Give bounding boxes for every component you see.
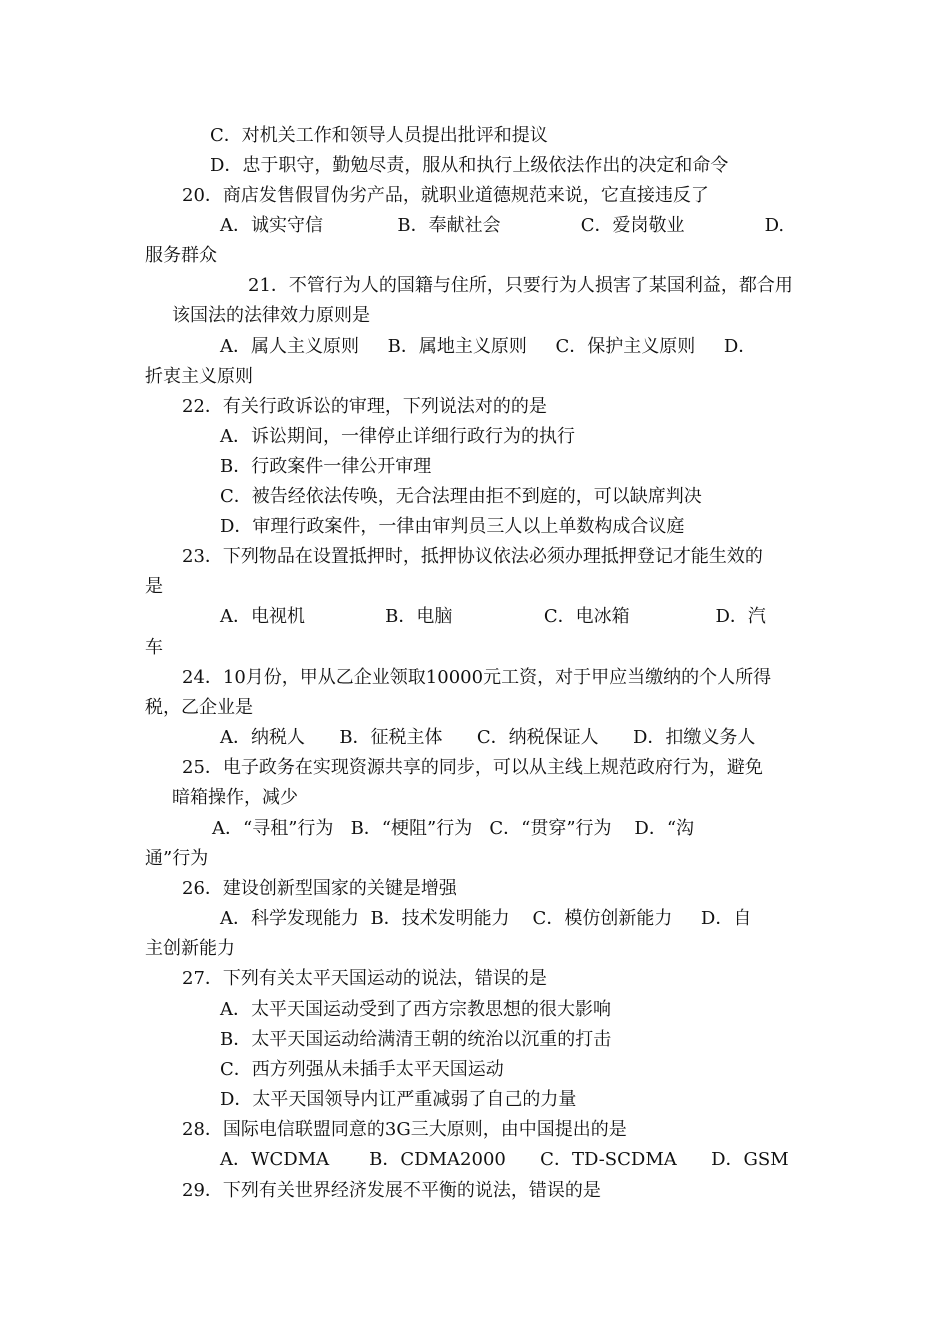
- q21-stem-wrap: 该国法的法律效力原则是: [172, 305, 370, 326]
- q23-options-wrap: 车: [145, 637, 163, 658]
- q20-options: A．诚实守信 B．奉献社会 C．爱岗敬业 D.: [220, 215, 785, 236]
- q23-options: A．电视机 B．电脑 C．电冰箱 D．汽: [220, 606, 766, 627]
- q24-stem: 24．10月份，甲从乙企业领取10000元工资，对于甲应当缴纳的个人所得: [182, 667, 772, 688]
- q20-stem: 20．商店发售假冒伪劣产品，就职业道德规范来说，它直接违反了: [182, 185, 709, 206]
- q27-option-b: B．太平天国运动给满清王朝的统治以沉重的打击: [220, 1029, 612, 1050]
- q22-option-c: C．被告经依法传唤，无合法理由拒不到庭的，可以缺席判决: [220, 486, 702, 507]
- q25-options-wrap: 通”行为: [145, 848, 209, 869]
- q29-stem: 29．下列有关世界经济发展不平衡的说法，错误的是: [182, 1180, 601, 1201]
- q26-options: A．科学发现能力 B．技术发明能力 C．模仿创新能力 D．自: [220, 908, 752, 929]
- q27-stem: 27．下列有关太平天国运动的说法，错误的是: [182, 968, 547, 989]
- q27-option-a: A．太平天国运动受到了西方宗教思想的很大影响: [220, 999, 611, 1020]
- q28-options: A．WCDMA B．CDMA2000 C．TD-SCDMA D．GSM: [220, 1149, 789, 1170]
- q21-options: A．属人主义原则 B．属地主义原则 C．保护主义原则 D．: [220, 336, 757, 357]
- q20-options-wrap: 服务群众: [145, 245, 217, 266]
- q21-stem: 21．不管行为人的国籍与住所，只要行为人损害了某国利益，都合用: [248, 275, 793, 296]
- q25-stem: 25．电子政务在实现资源共享的同步，可以从主线上规范政府行为，避免: [182, 757, 763, 778]
- q22-option-d: D．审理行政案件，一律由审判员三人以上单数构成合议庭: [220, 516, 685, 537]
- q22-option-a: A．诉讼期间，一律停止详细行政行为的执行: [220, 426, 575, 447]
- q22-stem: 22．有关行政诉讼的审理，下列说法对的的是: [182, 396, 547, 417]
- q23-stem: 23．下列物品在设置抵押时，抵押协议依法必须办理抵押登记才能生效的: [182, 546, 763, 567]
- q23-stem-wrap: 是: [145, 576, 163, 597]
- q22-option-b: B．行政案件一律公开审理: [220, 456, 432, 477]
- q24-options: A．纳税人 B．征税主体 C．纳税保证人 D．扣缴义务人: [220, 727, 756, 748]
- q28-stem: 28．国际电信联盟同意的3G三大原则，由中国提出的是: [182, 1119, 627, 1140]
- q26-options-wrap: 主创新能力: [145, 938, 235, 959]
- q24-stem-wrap: 税，乙企业是: [145, 697, 253, 718]
- q19-option-c: C．对机关工作和领导人员提出批评和提议: [210, 125, 548, 146]
- q19-option-d: D．忠于职守，勤勉尽责，服从和执行上级依法作出的决定和命令: [210, 155, 729, 176]
- q25-options: A．“寻租”行为 B．“梗阻”行为 C．“贯穿”行为 D．“沟: [212, 818, 695, 839]
- q21-options-wrap: 折衷主义原则: [145, 366, 253, 387]
- q26-stem: 26．建设创新型国家的关键是增强: [182, 878, 457, 899]
- q27-option-c: C．西方列强从未插手太平天国运动: [220, 1059, 504, 1080]
- q25-stem-wrap: 暗箱操作，减少: [172, 787, 298, 808]
- q27-option-d: D．太平天国领导内讧严重减弱了自己的力量: [220, 1089, 577, 1110]
